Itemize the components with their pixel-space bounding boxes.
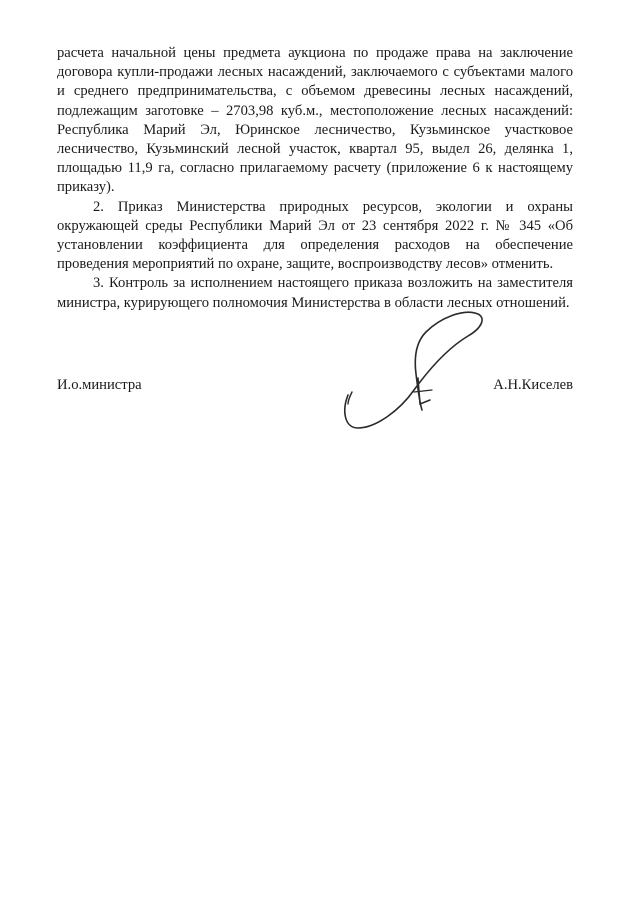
paragraph-item-3: 3. Контроль за исполнением настоящего приказа возложить на заместителя министра, курирующего полномочия Министерства в области лесных отношений. [57, 275, 573, 311]
signatory-position: И.о.министра [57, 377, 142, 393]
handwritten-signature [330, 300, 490, 440]
paragraph-continuation: расчета начальной цены предмета аукциона по продаже права на заключение договора купли-продажи лесных насаждений, заключаемого с субъектами малого и среднего предпринимательства, с объемом древесины лесных насаждений, подлежащим заготовке – 2703,98 куб.м., местоположение лесных насаждений: Республика Марий Эл, Юринское лесничество, Кузьминское участковое лесничество, Кузьминский лесной участок, квартал 95, выдел 26, делянка 1, площадью 11,9 га, согласно прилагаемому расчету (приложение 6 к настоящему приказу). [57, 45, 573, 196]
paragraph-item-2: 2. Приказ Министерства природных ресурсов, экологии и охраны окружающей среды Республики Марий Эл от 23 сентября 2022 г. № 345 «Об установлении коэффициента для определения расходов на обеспечение проведения мероприятий по охране, защите, воспроизводству лесов» отменить. [57, 198, 573, 273]
signatory-name: А.Н.Киселев [493, 377, 573, 393]
document-body [57, 44, 573, 313]
